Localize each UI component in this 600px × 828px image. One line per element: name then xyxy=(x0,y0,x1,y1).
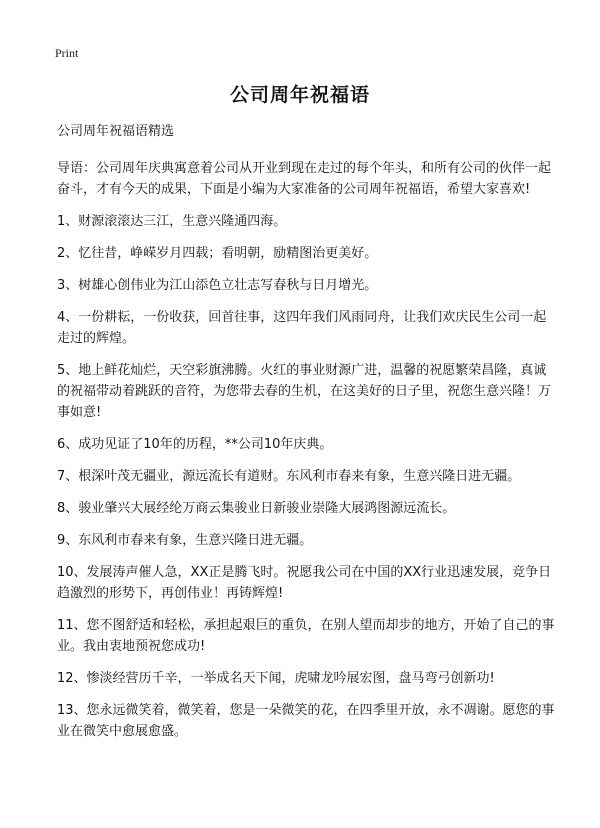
list-item: 7、根深叶茂无疆业，源远流长有道财。东风利市春来有象，生意兴隆日进无疆。 xyxy=(57,469,521,484)
list-item: 11、您不图舒适和轻松，承担起艰巨的重负，在别人望而却步的地方，开始了自己的事业。我由衷地预祝您成功! xyxy=(57,618,555,654)
list-item: 6、成功见证了10年的历程，**公司10年庆典。 xyxy=(57,437,333,452)
list-item: 4、一份耕耘，一份收获，回首往事，这四年我们风雨同舟，让我们欢庆民生公司一起走过的辉煌。 xyxy=(57,310,547,346)
list-item: 8、骏业肇兴大展经纶万商云集骏业日新骏业崇隆大展鸿图源远流长。 xyxy=(57,501,456,516)
list-item: 13、您永远微笑着，微笑着，您是一朵微笑的花，在四季里开放，永不凋谢。愿您的事业在微笑中愈展愈盛。 xyxy=(57,703,555,739)
page-title: 公司周年祝福语 xyxy=(229,84,370,106)
intro-paragraph: 导语：公司周年庆典寓意着公司从开业到现在走过的每个年头，和所有公司的伙伴一起奋斗，才有今天的成果，下面是小编为大家准备的公司周年祝福语，希望大家喜欢! xyxy=(57,161,552,197)
print-label: Print xyxy=(55,46,79,60)
document-subtitle: 公司周年祝福语精选 xyxy=(57,124,175,139)
list-item: 1、财源滚滚达三江，生意兴隆通四海。 xyxy=(57,214,287,229)
list-item: 3、树雄心创伟业为江山添色立壮志写春秋与日月增光。 xyxy=(57,278,378,293)
list-item: 9、东风利市春来有象，生意兴隆日进无疆。 xyxy=(57,533,313,548)
list-item: 2、忆往昔，峥嵘岁月四载；看明朝，励精图治更美好。 xyxy=(57,246,378,261)
list-item: 12、惨淡经营历千辛，一举成名天下闻，虎啸龙吟展宏图，盘马弯弓创新功! xyxy=(57,671,495,686)
list-item: 10、发展涛声催人急，XX正是腾飞时。祝愿我公司在中国的XX行业迅速发展，竞争日趋激烈的形势下，再创伟业！再铸辉煌! xyxy=(57,565,552,601)
list-item: 5、地上鲜花灿烂，天空彩旗沸腾。火红的事业财源广进，温馨的祝愿繁荣昌隆，真诚的祝福带动着跳跃的音符，为您带去春的生机，在这美好的日子里，祝您生意兴隆！万事如意! xyxy=(57,363,552,420)
document-body xyxy=(57,121,557,753)
